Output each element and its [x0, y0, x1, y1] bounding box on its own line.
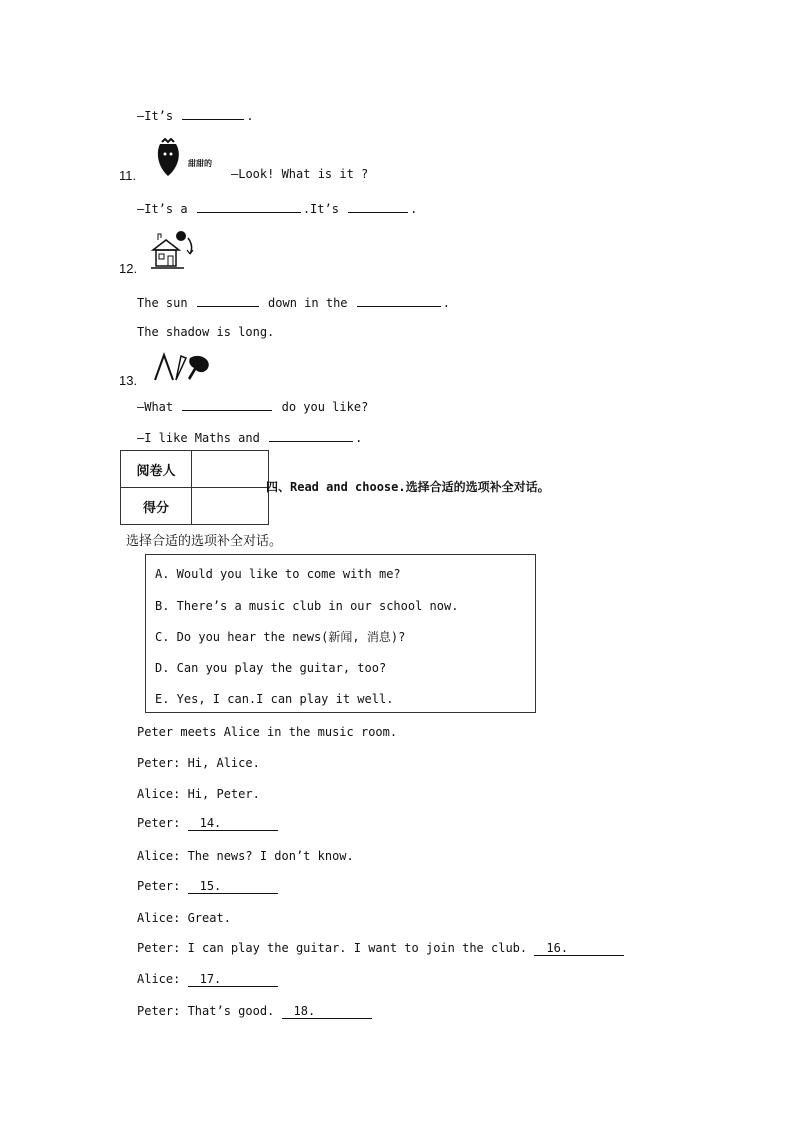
dialogue-text-7: Peter: I can play the guitar. I want to join the club.	[137, 941, 528, 955]
speaker-peter: Peter:	[137, 879, 181, 893]
q11-answer-prefix: —It’s a	[137, 202, 188, 216]
q13-period: .	[355, 431, 363, 445]
dialogue-line-2: Alice: Hi, Peter.	[137, 787, 260, 801]
q12-text-a: The sun	[137, 296, 188, 310]
q10-period: .	[246, 109, 254, 123]
answer-blank-17[interactable]: 17.	[188, 972, 278, 987]
q13-line2	[137, 429, 362, 445]
option-b: B. There’s a music club in our school now.	[155, 599, 459, 613]
answer-blank-16[interactable]: 16.	[534, 941, 624, 956]
dialogue-line-7	[137, 941, 624, 956]
section4-instruction: 选择合适的选项补全对话。	[126, 534, 283, 549]
q10-answer-prefix: —It’s	[137, 109, 174, 123]
dialogue-line-5	[137, 879, 278, 894]
q13-line1	[137, 398, 368, 414]
q13-blank-2[interactable]	[269, 429, 353, 442]
answer-blank-18[interactable]: 18.	[282, 1004, 372, 1019]
score-cell[interactable]	[192, 488, 269, 525]
options-box	[145, 554, 536, 713]
q12-number: 12.	[119, 261, 138, 276]
option-d: D. Can you play the guitar, too?	[155, 661, 387, 675]
house-sun-image	[150, 228, 196, 272]
speaker-alice: Alice:	[137, 972, 181, 986]
strawberry-image	[154, 138, 218, 180]
q11-period: .	[410, 202, 418, 216]
q11-question: —Look! What is it ?	[231, 167, 369, 181]
answer-blank-14[interactable]: 14.	[188, 816, 278, 831]
q11-number: 11.	[119, 168, 137, 183]
option-a: A. Would you like to come with me?	[155, 567, 401, 581]
speaker-peter: Peter:	[137, 816, 181, 830]
q12-period: .	[442, 296, 450, 310]
q11-blank-2[interactable]	[348, 200, 408, 213]
dialogue-line-3	[137, 816, 278, 831]
dialogue-line-8	[137, 972, 278, 987]
reviewer-label: 阅卷人	[121, 451, 192, 488]
q12-text-b: down in the	[268, 296, 348, 310]
q13-blank-1[interactable]	[182, 398, 272, 411]
q12-line2: The shadow is long.	[137, 325, 275, 339]
strawberry-label: 甜甜的	[188, 159, 212, 168]
option-c: C. Do you hear the news(新闻, 消息)?	[155, 630, 406, 644]
dialogue-text-9: Peter: That’s good.	[137, 1004, 275, 1018]
q11-blank-1[interactable]	[197, 200, 301, 213]
dialogue-line-4: Alice: The news? I don’t know.	[137, 849, 354, 863]
compass-ruler-icon	[152, 352, 214, 382]
q13-text-c: —I like Maths and	[137, 431, 260, 445]
q12-line1	[137, 294, 450, 310]
dialogue-line-1: Peter: Hi, Alice.	[137, 756, 260, 770]
q10-answer-line	[137, 107, 254, 123]
school-tools-image	[152, 352, 214, 382]
dialogue-line-6: Alice: Great.	[137, 911, 231, 925]
q10-blank[interactable]	[182, 107, 244, 120]
q13-text-b: do you like?	[281, 400, 369, 414]
q12-blank-1[interactable]	[197, 294, 259, 307]
q11-answer-middle: .It’s	[302, 202, 339, 216]
score-table	[120, 450, 269, 525]
q11-answer-line	[137, 200, 417, 216]
q13-number: 13.	[119, 373, 138, 388]
house-sunset-icon	[150, 228, 196, 272]
answer-blank-15[interactable]: 15.	[188, 879, 278, 894]
q12-blank-2[interactable]	[357, 294, 441, 307]
score-label: 得分	[121, 488, 192, 525]
section4-title: 四、Read and choose.选择合适的选项补全对话。	[266, 480, 550, 494]
dialogue-line-9	[137, 1004, 372, 1019]
dialogue-intro: Peter meets Alice in the music room.	[137, 725, 398, 739]
reviewer-cell[interactable]	[192, 451, 269, 488]
option-e: E. Yes, I can.I can play it well.	[155, 692, 394, 706]
q13-text-a: —What	[137, 400, 174, 414]
